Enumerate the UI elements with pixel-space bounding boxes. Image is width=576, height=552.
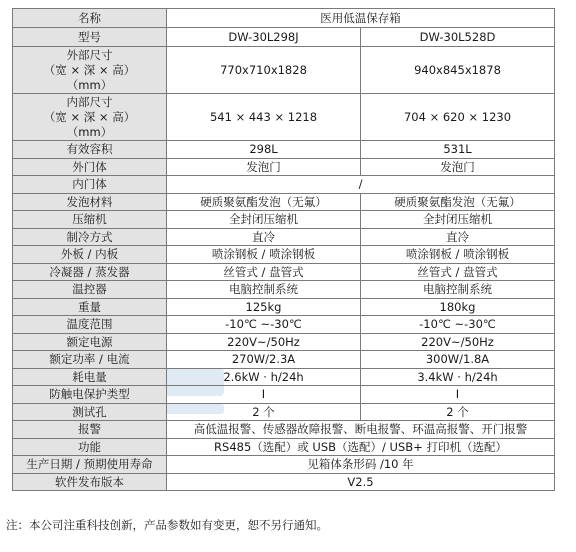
outer-size-a: 770x710x1828 [167,47,361,94]
outer-size-b: 940x845x1878 [361,47,555,94]
spec-label: 制冷方式 [13,228,167,246]
spec-value-a: -10℃ ~-30℃ [167,316,361,334]
product-name: 医用低温保存箱 [167,9,555,28]
outer-size-label-line1: 外部尺寸 [66,47,113,62]
model-row [13,28,555,47]
spec-table [12,8,555,491]
spec-label: 外板 / 内板 [13,246,167,264]
spec-label: 报警 [13,421,167,439]
spec-value-b: 电脑控制系统 [361,281,555,299]
header-label: 名称 [13,9,167,28]
spec-label: 温控器 [13,281,167,299]
spec-label: 耗电量 [13,368,167,386]
spec-row [13,403,555,421]
header-row [13,9,555,28]
spec-value-merged: RS485（选配）或 USB（选配）/ USB+ 打印机（选配） [167,438,555,456]
spec-row [13,158,555,176]
spec-label: 外门体 [13,158,167,176]
model-a: DW-30L298J [167,28,361,47]
spec-value-b: -10℃ ~-30℃ [361,316,555,334]
spec-label: 防触电保护类型 [13,386,167,404]
spec-value-b: 全封闭压缩机 [361,211,555,229]
spec-row [13,298,555,316]
spec-value-a: 发泡门 [167,158,361,176]
outer-size-row [13,47,555,94]
model-label: 型号 [13,28,167,47]
spec-value-a: 全封闭压缩机 [167,211,361,229]
model-b: DW-30L528D [361,28,555,47]
spec-value-a: 直冷 [167,228,361,246]
inner-size-label [13,94,167,141]
spec-label: 冷凝器 / 蒸发器 [13,263,167,281]
spec-label: 额定电源 [13,333,167,351]
spec-row [13,246,555,264]
spec-row [13,193,555,211]
spec-label: 内门体 [13,176,167,194]
inner-size-label-line1: 内部尺寸 [66,94,113,109]
spec-row [13,176,555,194]
spec-value-a: 270W/2.3A [167,351,361,369]
spec-value-b: 直冷 [361,228,555,246]
spec-label: 压缩机 [13,211,167,229]
spec-value-b: 220V~/50Hz [361,333,555,351]
spec-label: 测试孔 [13,403,167,421]
spec-row [13,421,555,439]
inner-size-a: 541 × 443 × 1218 [167,94,361,141]
spec-value-merged: V2.5 [167,473,555,491]
spec-label: 生产日期 / 预期使用寿命 [13,456,167,474]
spec-row [13,141,555,159]
spec-value-a: 125kg [167,298,361,316]
outer-size-label-line3: （mm） [66,77,113,92]
spec-row [13,263,555,281]
spec-label: 软件发布版本 [13,473,167,491]
footnote: 注：本公司注重科技创新，产品参数如有变更，恕不另行通知。 [6,518,328,532]
spec-row [13,368,555,386]
inner-size-label-line3: （mm） [66,124,113,139]
spec-value-a: 220V~/50Hz [167,333,361,351]
spec-value-a: 喷涂钢板 / 喷涂钢板 [167,246,361,264]
spec-value-a: 2 个 [167,403,361,421]
spec-row [13,386,555,404]
spec-value-a: 2.6kW · h/24h [167,368,361,386]
spec-label: 重量 [13,298,167,316]
spec-value-b: 硬质聚氨酯发泡（无氟） [361,193,555,211]
spec-label: 额定功率 / 电流 [13,351,167,369]
spec-value-merged: 高低温报警、传感器故障报警、断电报警、环温高报警、开门报警 [167,421,555,439]
spec-row [13,438,555,456]
spec-row [13,316,555,334]
spec-value-a: 298L [167,141,361,159]
spec-label: 温度范围 [13,316,167,334]
spec-row [13,228,555,246]
spec-row [13,281,555,299]
outer-size-label [13,47,167,94]
spec-value-b: 180kg [361,298,555,316]
spec-value-a: 硬质聚氨酯发泡（无氟） [167,193,361,211]
spec-label: 有效容积 [13,141,167,159]
spec-row [13,333,555,351]
spec-value-merged: 见箱体条形码 /10 年 [167,456,555,474]
spec-row [13,456,555,474]
spec-value-b: 300W/1.8A [361,351,555,369]
inner-size-b: 704 × 620 × 1230 [361,94,555,141]
spec-value-b: 喷涂钢板 / 喷涂钢板 [361,246,555,264]
spec-row [13,351,555,369]
spec-value-a: 丝管式 / 盘管式 [167,263,361,281]
spec-value-b: 2 个 [361,403,555,421]
spec-value-a: I [167,386,361,404]
inner-size-row [13,94,555,141]
spec-value-b: 3.4kW · h/24h [361,368,555,386]
spec-value-b: 531L [361,141,555,159]
spec-value-merged: / [167,176,555,194]
spec-value-b: 丝管式 / 盘管式 [361,263,555,281]
spec-value-a: 电脑控制系统 [167,281,361,299]
spec-label: 功能 [13,438,167,456]
spec-value-b: 发泡门 [361,158,555,176]
spec-value-b: I [361,386,555,404]
spec-label: 发泡材料 [13,193,167,211]
spec-row [13,211,555,229]
outer-size-label-line2: （宽 × 深 × 高） [43,62,136,77]
inner-size-label-line2: （宽 × 深 × 高） [43,109,136,124]
spec-row [13,473,555,491]
